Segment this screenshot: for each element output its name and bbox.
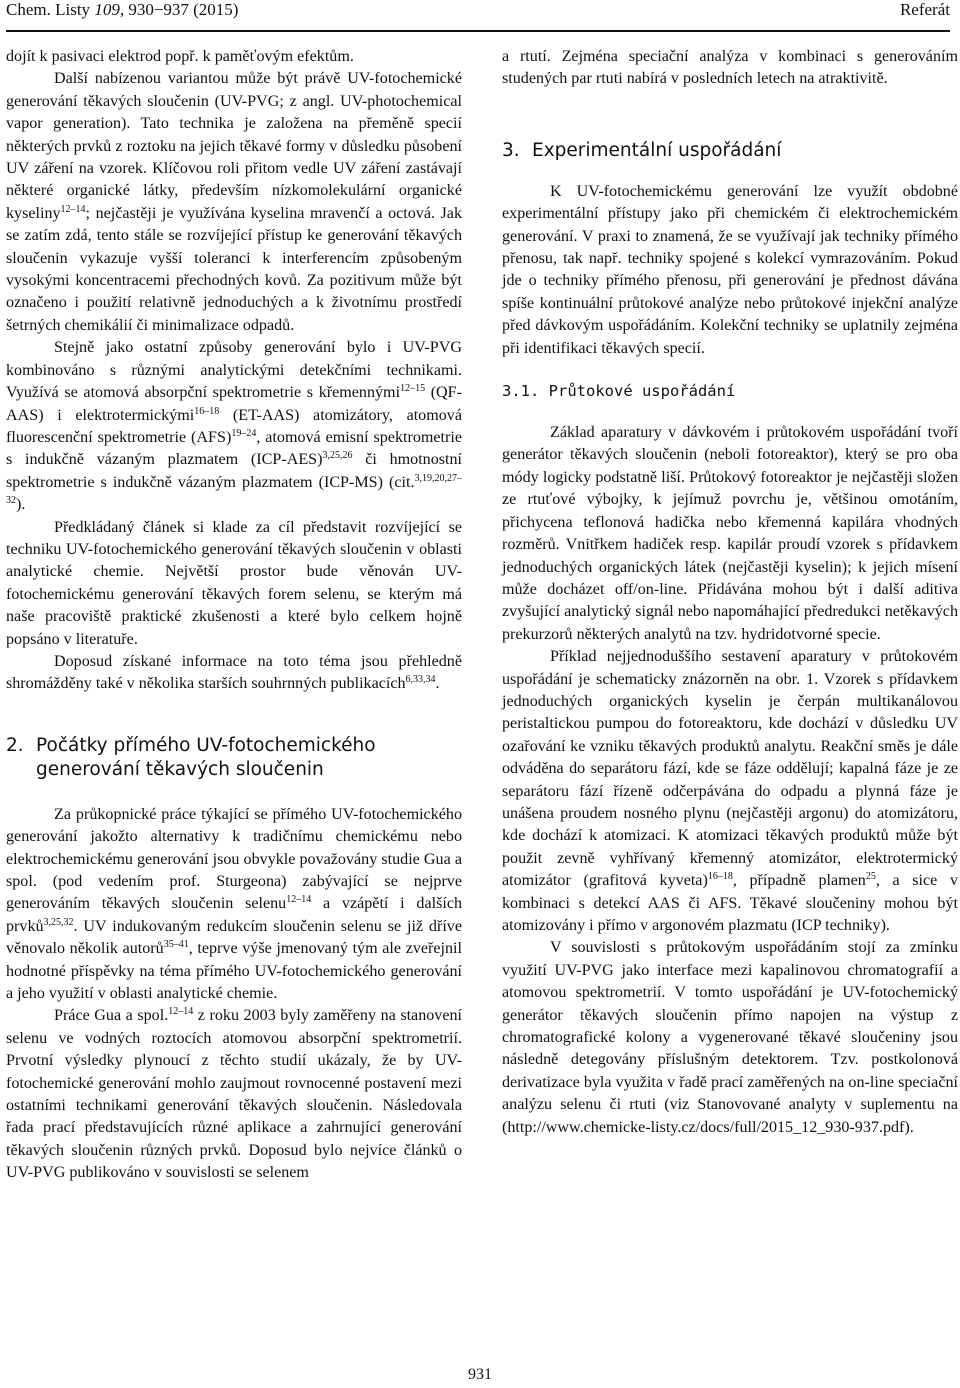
citation-ref: 6,33,34: [405, 674, 436, 686]
citation-ref: 19–24: [231, 427, 257, 439]
paragraph: dojít k pasivaci elektrod popř. k paměťovým efektům.: [6, 48, 354, 65]
paragraph: K UV-fotochemickému generování lze využít obdobné experimentální přístupy jako při chemickém či elektrochemickém generování. V praxi to znamená, že se využívají jak techniky přímého přenosu, tak např. techniky spojené s kolekcí vymrazováním. Pokud jde o techniky přímého přenosu, při generování je přednost dávána spíše kontinuální průtokové analýze nebo průtokové injekční analýze před dávkovým uspořádáním. Kolekční techniky se uplatnily zejména při identifikaci těkavých specií.: [502, 182, 958, 357]
paragraph: Stejně jako ostatní způsoby generování bylo i UV-PVG kombinováno s různými analytickými detekčními technikami. Využívá se atomová absorpční spektrometrie s křemennými$^{12-15}$ (QF-AAS) i elektrotermickými$^{16-18}$ (ET-AAS) atomizátory, atomová fluorescenční spektrometrie (AFS)$^{19-24}$, atomová emisní spektrometrie s indukčně vázaným plazmatem $(ICP-AES)^{3,25,26}$ či hmotnostní spektrometrie s indukčně vázaným plazmatem (ICP-MS) (cit.$^{3,19,20,27-32}$).: [6, 339, 463, 514]
section-label: Referát: [899, 0, 950, 19]
paragraph: Za průkopnické práce týkající se přímého UV-fotochemického generování jakožto alternativy k tradičnímu chemickému nebo elektrochemickému generování jsou obvykle považovány studie Gua a spol. (pod vedením prof. Sturgeona) zabývající se nejprve generováním těkavých sloučenin selenu$^{12-14}$ a vzápětí i dalších prvků$^{3,25,32}$. UV indukovaným redukcím sloučenin selenu se již dříve věnovalo několik autorů$^{35-41}$, teprve výše jmenovaný tým ale zveřejnil hodnotné příspěvky na téma přímého UV-fotochemického generování a jeho využití v oblasti analytické chemie.: [6, 805, 463, 1003]
paragraph: Příklad nejjednoduššího sestavení aparatury v průtokovém uspořádání je schematicky znázorněn na obr. 1. Vzorek s přídavkem jednoduchých organických kyselin je čerpán multikanálovou peristaltickou pumpou do fotoreaktoru, kde dochází v důsledku UV ozařování ke vzniku těkavých produktů analytu. Reakční směs je dále odváděna do separátoru fází, kde se fáze oddělují; kapalná fáze je ze separátoru fází řízeně odčerpávána do odpadu a plynná fáze je unášena proudem nosného plynu (nejčastěji argonu) do atomizátoru, kde dochází k atomizaci. K atomizaci těkavých produktů může být použit zevně vyhřívaný křemenný atomizátor, elektrotermický atomizátor (grafitová kyveta)$^{16-18}$, případně plamen$^{25}$, a sice v kombinaci s detekcí AAS či AFS. Těkavé sloučeniny mohou být atomizovány i přímo v argonovém plazmatu (ICP techniky).: [502, 648, 959, 934]
paragraph: Další nabízenou variantou může být právě UV-fotochemické generování těkavých sloučenin (UV-PVG; z angl. UV-photochemical vapor generation). Tato technika je založena na přeměně specií některých prvků z roztoku na jejich těkavé formy v důsledku působení UV záření na vzorek. Klíčovou roli přitom vedle UV záření zastávají některé organické látky, především nízkomolekulární organické kyseliny$^{12-14}$; nejčastěji je využívána kyselina mravenčí a octová. Jak se zatím zdá, tento stále se rozvíjející přístup ke generování těkavých sloučenin vykazuje vyšší toleranci k interferencím způsobeným vysokými koncentracemi přechodných kovů. Za pozitivum může být označeno i použití relativně jednoduchých a k životnímu prostředí šetrných chemikálií či minimalizace odpadů.: [6, 70, 462, 334]
journal-citation: Chem. Listy 109, 930−937 (2015): [6, 0, 239, 19]
citation-ref: 3,19,20,27–32: [6, 472, 462, 507]
paragraph: a rtutí. Zejména speciační analýza v kombinaci s generováním studených par rtuti nabírá v posledních letech na atraktivitě.: [502, 48, 958, 88]
citation-ref: 16–18: [707, 871, 733, 883]
citation-ref: 12–14: [60, 203, 86, 215]
citation-ref: 16–18: [194, 405, 220, 417]
citation-ref: 35–41: [163, 939, 189, 951]
subsection-heading-3-1: 3.1. Průtokové uspořádání: [502, 382, 736, 401]
running-header: [6, 0, 950, 32]
paragraph: Doposud získané informace na toto téma jsou přehledně shromážděny také v několika starších souhrnných publikacích$^{6,33,34}$.: [6, 652, 462, 693]
citation-ref: 12–15: [400, 383, 426, 395]
section-heading-2: 2. Počátky přímého UV-fotochemického generování těkavých sloučenin: [6, 734, 376, 780]
citation-ref: 12–14: [286, 894, 312, 906]
paragraph: Práce Gua a spol.$^{12-14}$ z roku 2003 byly zaměřeny na stanovení selenu ve vodných roztocích atomovou absorpční spektrometrií. Prvotní výsledky plynoucí z těchto studií ukázaly, že by UV-fotochemické generování mohlo zaujmout rovnocenné postavení mezi ostatními technikami generování těkavých sloučenin. Následovala řada prací představujících různé aplikace a zahrnující generování těkavých sloučenin různých prvků. Doposud bylo nejvíce článků o UV-PVG publikováno v souvislosti se selenem: [6, 1006, 462, 1182]
paragraph: Základ aparatury v dávkovém i průtokovém uspořádání tvoří generátor těkavých sloučenin (neboli fotoreaktor), který se pro oba módy logicky podstatně liší. Průtokový fotoreaktor je nejčastěji složen ze rtuťové výbojky, k jejímuž povrchu je, většinou omotáním, přichycena teflonová hadička nebo křemenná kapilára vhodných rozměrů. Vnitřkem hadiček resp. kapilár proudí vzorek s přídavkem jednoduchých organických látek (nejčastěji kyselin); k jejich mísení může docházet off/on-line. Přidávána mohou být i další aditiva zvyšující analytický signál nebo napomáhající předredukci netěkavých prekurzorů některých analytů na tzv. hydridotvorné specie.: [502, 424, 958, 643]
citation-ref: 12–14: [168, 1006, 194, 1018]
citation-ref: 3,25,32: [43, 916, 74, 928]
paragraph: Předkládaný článek si klade za cíl představit rozvíjející se techniku UV-fotochemického generování těkavých sloučenin v oblasti analytické chemie. Největší prostor bude věnován UV-fotochemickému generování těkavých forem selenu, se kterým má naše pracoviště praktické zkušenosti a které bylo celkem hojně popsáno v literatuře.: [6, 518, 462, 648]
page-number: 931: [468, 1366, 492, 1383]
citation-ref: 25: [865, 871, 876, 883]
left-column: [6, 46, 462, 1185]
citation-ref: 3,25,26: [322, 450, 353, 462]
right-column: [502, 46, 958, 1139]
section-heading-3: 3. Experimentální uspořádání: [502, 139, 782, 161]
paragraph: V souvislosti s průtokovým uspořádáním stojí za zmínku využití UV-PVG jako interface mezi kapalinovou chromatografií a atomovou spektrometrií. V tomto uspořádání je UV-fotochemický generátor těkavých sloučenin přímo napojen na výstup z chromatografické kolony a vygenerované těkavé sloučeniny jsou následně detegovány příslušným detektorem. Tzv. postkolonová derivatizace byla využita v řadě prací zaměřených na on-line speciační analýzu selenu či rtuti (viz Stanovované analyty v suplementu na (http://www.chemicke-listy.cz/docs/full/2015_12_930-937.pdf).: [502, 939, 958, 1136]
